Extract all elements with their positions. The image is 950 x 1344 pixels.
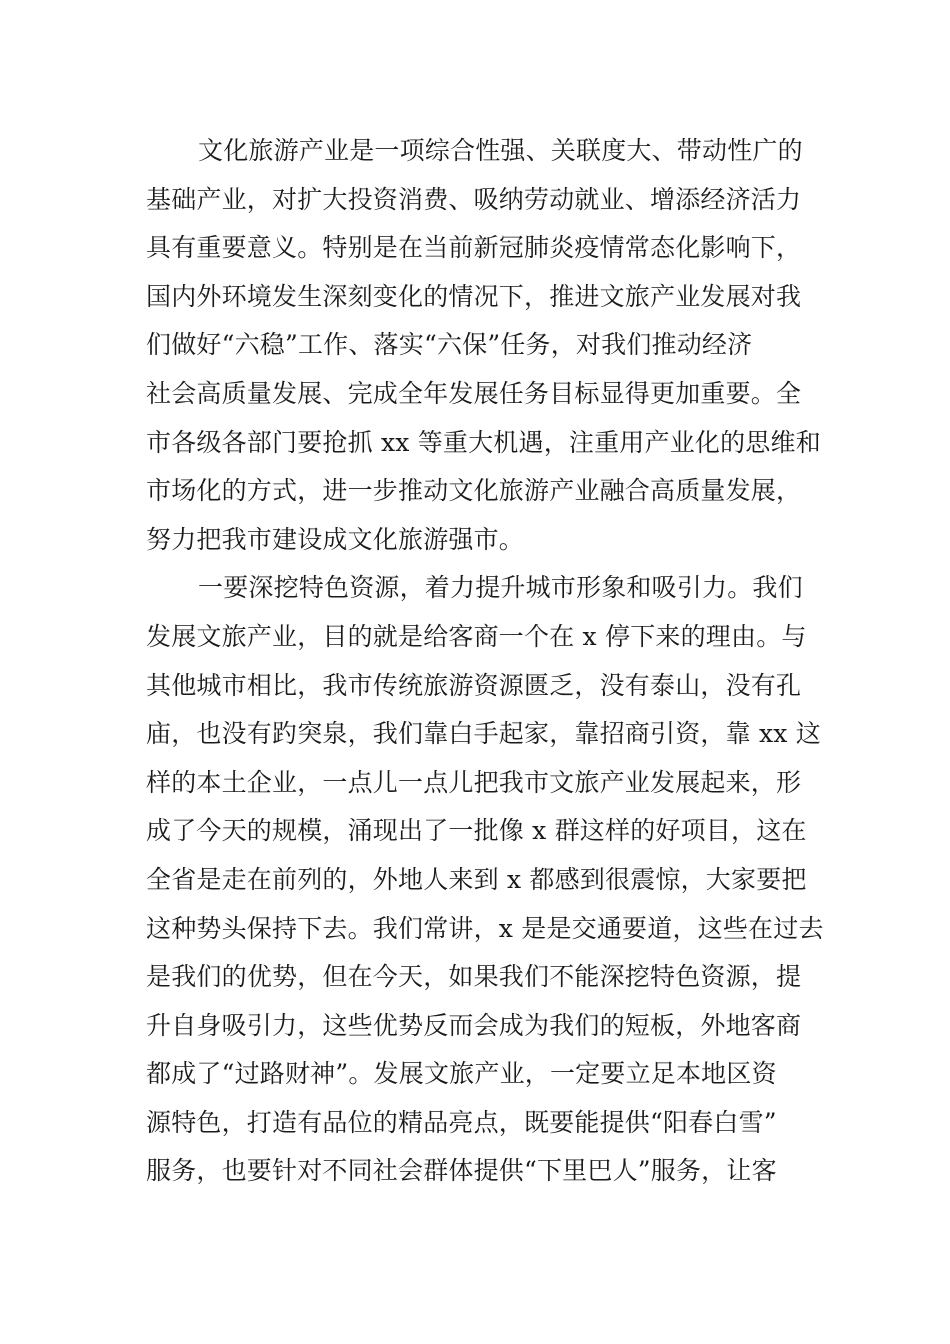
paragraph-2-line-6: 成了今天的规模，涌现出了一批像 x 群这样的好项目，这在 — [146, 816, 807, 846]
paragraph-1-line-4: 国内外环境发生深刻变化的情况下，推进文旅产业发展对我 — [146, 281, 802, 311]
paragraph-1-line-6: 社会高质量发展、完成全年发展任务目标显得更加重要。全 — [146, 378, 802, 408]
paragraph-1-line-7: 市各级各部门要抢抓 xx 等重大机遇，注重用产业化的思维和 — [146, 427, 821, 457]
paragraph-2-line-3: 其他城市相比，我市传统旅游资源匮乏，没有泰山，没有孔 — [146, 670, 802, 700]
paragraph-1-line-8: 市场化的方式，进一步推动文化旅游产业融合高质量发展， — [146, 476, 802, 506]
paragraph-1-line-9: 努力把我市建设成文化旅游强市。 — [146, 524, 525, 554]
paragraph-2-line-10: 升自身吸引力，这些优势反而会成为我们的短板，外地客商 — [146, 1010, 802, 1040]
paragraph-2-line-13: 服务，也要针对不同社会群体提供“下里巴人”服务，让客 — [146, 1156, 777, 1186]
paragraph-2-line-1: 一要深挖特色资源，着力提升城市形象和吸引力。我们 — [198, 573, 803, 603]
paragraph-1-line-2: 基础产业，对扩大投资消费、吸纳劳动就业、增添经济活力 — [146, 184, 802, 214]
paragraph-1-line-3: 具有重要意义。特别是在当前新冠肺炎疫情常态化影响下， — [146, 233, 802, 263]
paragraph-2-line-9: 是我们的优势，但在今天，如果我们不能深挖特色资源，提 — [146, 962, 802, 992]
document-body — [146, 127, 824, 1196]
paragraph-2-line-4: 庙，也没有趵突泉，我们靠白手起家，靠招商引资，靠 xx 这 — [146, 719, 821, 749]
paragraph-2-line-2: 发展文旅产业，目的就是给客商一个在 x 停下来的理由。与 — [146, 621, 807, 651]
paragraph-2-line-7: 全省是走在前列的，外地人来到 x 都感到很震惊，大家要把 — [146, 864, 807, 894]
paragraph-2-line-5: 样的本土企业，一点儿一点儿把我市文旅产业发展起来，形 — [146, 767, 802, 797]
paragraph-1-line-5: 们做好“六稳”工作、落实“六保”任务，对我们推动经济 — [146, 330, 753, 360]
paragraph-1-line-1: 文化旅游产业是一项综合性强、关联度大、带动性广的 — [198, 136, 803, 165]
paragraph-2-line-11: 都成了“过路财神”。发展文旅产业，一定要立足本地区资 — [146, 1059, 777, 1089]
paragraph-2-line-12: 源特色，打造有品位的精品亮点，既要能提供“阳春白雪” — [146, 1107, 777, 1137]
paragraph-2-line-8: 这种势头保持下去。我们常讲，x 是是交通要道，这些在过去 — [146, 913, 824, 943]
